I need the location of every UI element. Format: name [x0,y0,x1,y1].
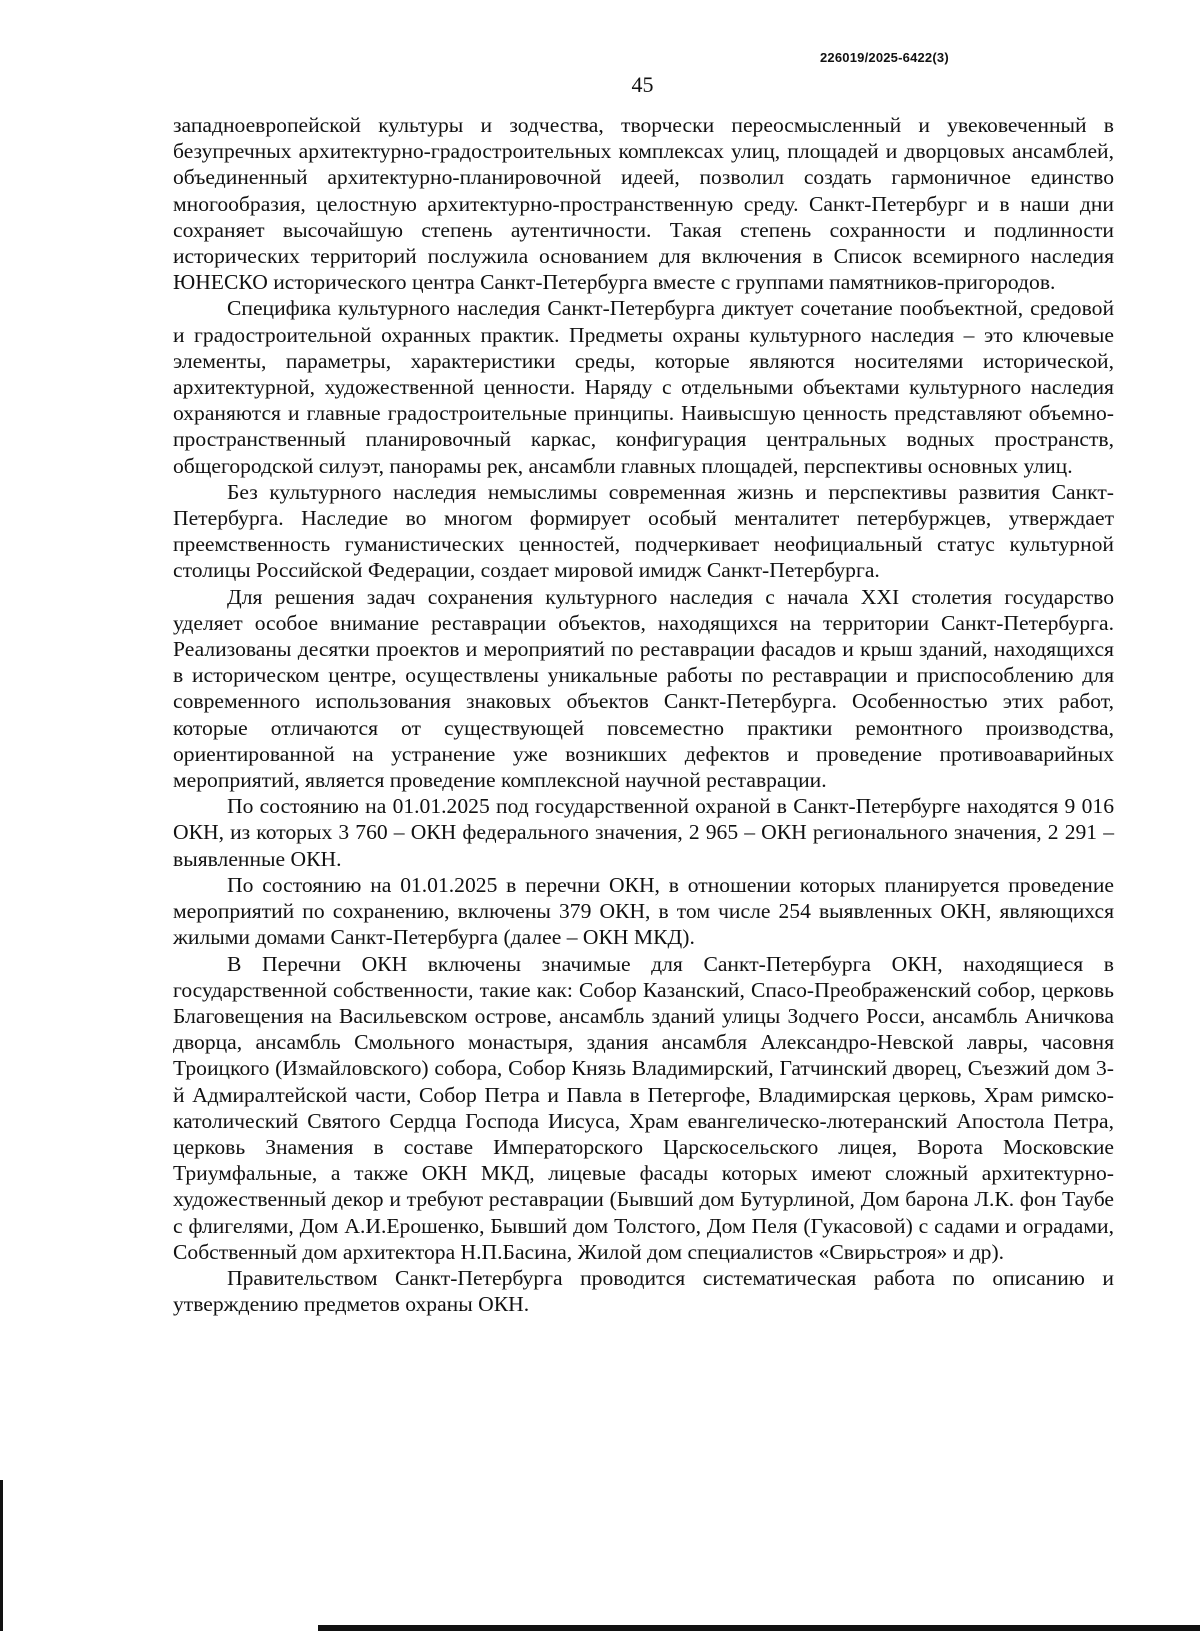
paragraph-continued: западноевропейской культуры и зодчества, творчески переосмысленный и увековеченный в безупречных архитектурно-градостроительных комплексах улиц, площадей и дворцовых ансамблей, объединенный архитектурно-планировочной идеей, позволил создать гармоничное единство многообразия, целостную архитектурно-пространственную среду. Санкт-Петербург и в наши дни сохраняет высочайшую степень аутентичности. Такая степень сохранности и подлинности исторических территорий послужила основанием для включения в Список всемирного наследия ЮНЕСКО исторического центра Санкт-Петербурга вместе с группами памятников-пригородов. [173,113,1114,295]
paragraph-heritage-importance: Без культурного наследия немыслимы современная жизнь и перспективы развития Санкт-Петербурга. Наследие во многом формирует особый менталитет петербуржцев, утверждает преемственность гуманистических ценностей, подчеркивает неофициальный статус культурной столицы Российской Федерации, создает мировой имидж Санкт-Петербурга. [173,479,1114,583]
scan-edge-bottom [318,1625,1200,1631]
page-number: 45 [631,72,654,97]
paragraph-restoration: Для решения задач сохранения культурного наследия с начала XXI столетия государство уделяет особое внимание реставрации объектов, находящихся на территории Санкт-Петербурга. Реализованы десятки проектов и мероприятий по реставрации фасадов и крыш зданий, находящихся в историческом центре, осуществлены уникальные работы по реставрации и приспособлению для современного использования знаковых объектов Санкт-Петербурга. Особенностью этих работ, которые отличаются от существующей повсеместно практики ремонтного производства, ориентированной на устранение уже возникших дефектов и проведение противоаварийных мероприятий, является проведение комплексной научной реставрации. [173,584,1114,793]
paragraph-protected-count: По состоянию на 01.01.2025 под государственной охраной в Санкт-Петербурге находятся 9 016 ОКН, из которых 3 760 – ОКН федерального значения, 2 965 – ОКН регионального значения, 2 291 – выявленные ОКН. [173,794,1114,871]
paragraph-significant-objects: В Перечни ОКН включены значимые для Санкт-Петербурга ОКН, находящиеся в государственной собственности, такие как: Собор Казанский, Спасо-Преображенский собор, церковь Благовещения на Васильевском острове, ансамбль зданий улицы Зодчего Росси, ансамбль Аничкова дворца, ансамбль Смольного монастыря, здания ансамбля Александро-Невской лавры, часовня Троицкого (Измайловского) собора, Собор Князь Владимирский, Гатчинский дворец, Съезжий дом 3-й Адмиралтейской части, Собор Петра и Павла в Петергофе, Владимирская церковь, Храм римско-католический Святого Сердца Господа Иисуса, Храм евангелическо-лютеранский Апостола Петра, церковь Знамения в составе Императорского Царскосельского лицея, Ворота Московские Триумфальные, а также ОКН МКД, лицевые фасады которых имеют сложный архитектурно-художественный декор и требуют реставрации (Бывший дом Бутурлиной, Дом барона Л.К. фон Таубе с флигелями, Дом А.И.Ерошенко, Бывший дом Толстого, Дом Пеля (Гукасовой) с садами и оградами, Собственный дом архитектора Н.П.Басина, Жилой дом специалистов «Свирьстроя» и др). [173,951,1114,1264]
paragraph-preservation-lists: По состоянию на 01.01.2025 в перечни ОКН, в отношении которых планируется проведение мероприятий по сохранению, включены 379 ОКН, в том числе 254 выявленных ОКН, являющихся жилыми домами Санкт-Петербурга (далее – ОКН МКД). [173,872,1114,950]
document-body [173,112,1114,1317]
document-registration-number: 226019/2025-6422(3) [820,50,949,65]
scan-edge-left [0,1480,3,1631]
paragraph-government-work: Правительством Санкт-Петербурга проводится систематическая работа по описанию и утверждению предметов охраны ОКН. [173,1265,1114,1317]
paragraph-heritage-specifics: Специфика культурного наследия Санкт-Петербурга диктует сочетание пообъектной, средовой и градостроительной охранных практик. Предметы охраны культурного наследия – это ключевые элементы, параметры, характеристики среды, которые являются носителями исторической, архитектурной, художественной ценности. Наряду с отдельными объектами культурного наследия охраняются и главные градостроительные принципы. Наивысшую ценность представляют объемно-пространственный планировочный каркас, конфигурация центральных водных пространств, общегородской силуэт, панорамы рек, ансамбли главных площадей, перспективы основных улиц. [173,296,1114,478]
